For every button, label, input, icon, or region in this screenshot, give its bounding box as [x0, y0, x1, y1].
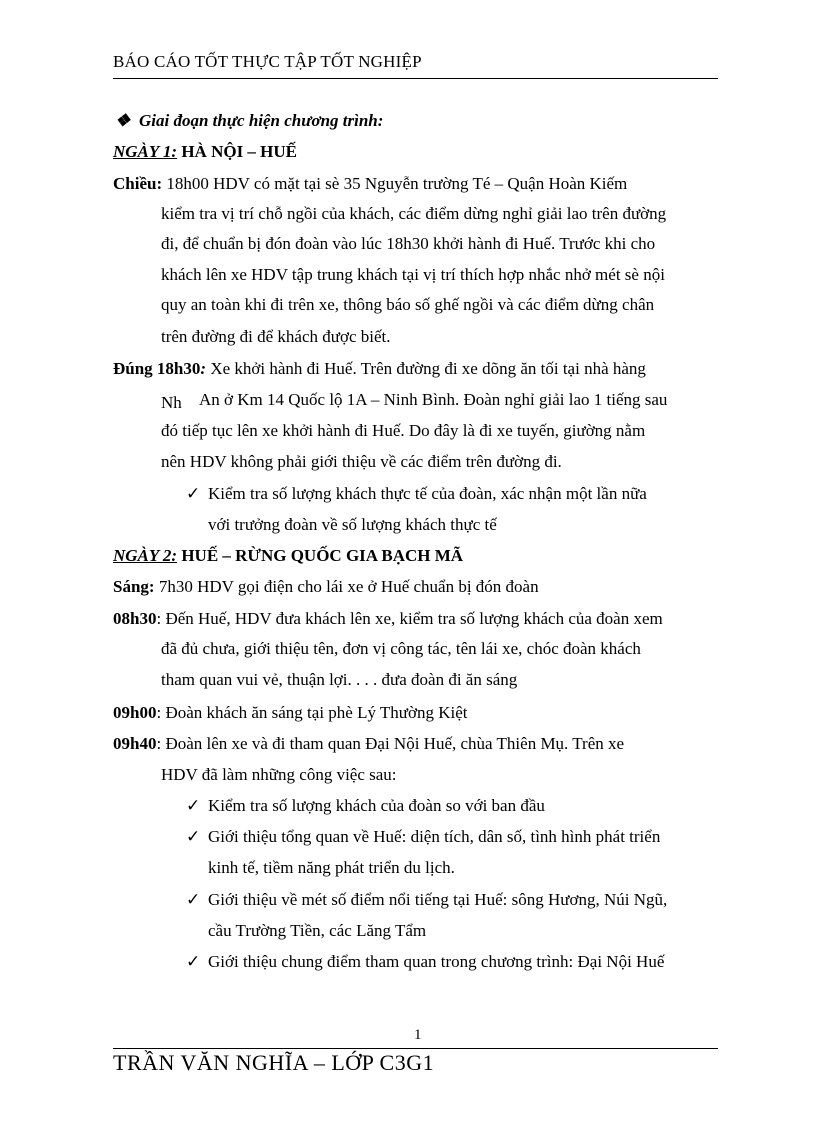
- t0830-line-1: đã đủ chưa, giới thiệu tên, đơn vị công tác, tên lái xe, chóc đoàn khách: [161, 639, 641, 658]
- t0940-line-0: [113, 733, 624, 755]
- t0830-line-2: tham quan vui vẻ, thuận lợi. . . . đưa đoàn đi ăn sáng: [161, 670, 518, 689]
- t0900-text: : Đoàn khách ăn sáng tại phè Lý Thường Kiệt: [156, 703, 468, 722]
- page-number: 1: [414, 1027, 422, 1043]
- check-icon: ✓: [186, 952, 201, 971]
- t0900-label: 09h00: [113, 703, 157, 722]
- t0940-line-1: HDV đã làm những công việc sau:: [161, 765, 397, 784]
- sang-label: Sáng:: [113, 577, 155, 596]
- chieu-label: Chiều:: [113, 174, 163, 193]
- nh-fragment: Nh: [161, 393, 182, 412]
- sang-line: [113, 576, 539, 598]
- section-title: Giai đoạn thực hiện chương trình:: [139, 111, 384, 130]
- day2-check-text-2: kinh tế, tiềm năng phát triển du lịch.: [208, 858, 455, 877]
- dung-label: Đúng 18h30: [113, 359, 201, 378]
- dung-line-0: [113, 358, 646, 380]
- t0830-line-0: [113, 608, 663, 630]
- dung-text-0: Xe khởi hành đi Huế. Trên đường đi xe dõng ăn tối tại nhà hàng: [210, 359, 646, 378]
- chieu-text-0: 18h00 HDV có mặt tại sè 35 Nguyễn trường Té – Quận Hoàn Kiếm: [166, 174, 628, 193]
- page-header: BÁO CÁO TỐT THỰC TẬP TỐT NGHIỆP: [113, 52, 422, 71]
- t0900-line: [113, 702, 468, 724]
- dung-line-1: An ở Km 14 Quốc lộ 1A – Ninh Bình. Đoàn nghỉ giải lao 1 tiếng sau: [199, 390, 668, 409]
- t0830-label: 08h30: [113, 609, 157, 628]
- t0940-label: 09h40: [113, 734, 157, 753]
- chieu-line-1: kiểm tra vị trí chỗ ngồi của khách, các điểm dừng nghỉ giải lao trên đường: [161, 204, 667, 223]
- day2-title: HUẾ – RỪNG QUỐC GIA BẠCH MÃ: [181, 546, 464, 565]
- chieu-line-4: quy an toàn khi đi trên xe, thông báo số ghế ngồi và các điểm dừng chân: [161, 295, 655, 314]
- day2-heading: [113, 545, 463, 567]
- dung-line-3: nên HDV không phải giới thiệu về các điểm trên đường đi.: [161, 452, 562, 471]
- check-icon: ✓: [186, 484, 201, 503]
- day1-check-item-0: [186, 483, 647, 505]
- chieu-line-0: [113, 173, 627, 195]
- day2-check-text-5: Giới thiệu chung điểm tham quan trong chương trình: Đại Nội Huế: [208, 952, 665, 971]
- day1-check-text-1: với trưởng đoàn về số lượng khách thực tế: [208, 515, 497, 534]
- t0940-text-0: : Đoàn lên xe và đi tham quan Đại Nội Huế, chùa Thiên Mụ. Trên xe: [156, 734, 625, 753]
- chieu-line-5: trên đường đi để khách được biết.: [161, 327, 391, 346]
- day2-check-text-0: Kiểm tra số lượng khách của đoàn so với ban đầu: [208, 796, 545, 815]
- footer-rule: [113, 1048, 718, 1049]
- dung-colon: :: [200, 359, 207, 378]
- day1-check-text-0: Kiểm tra số lượng khách thực tế của đoàn, xác nhận một lần nữa: [208, 484, 647, 503]
- check-icon: ✓: [186, 796, 201, 815]
- day1-heading: [113, 141, 297, 163]
- check-icon: ✓: [186, 890, 201, 909]
- sang-text: 7h30 HDV gọi điện cho lái xe ở Huế chuẩn bị đón đoàn: [158, 577, 539, 596]
- day1-title: HÀ NỘI – HUẾ: [181, 142, 298, 161]
- t0830-text-0: : Đến Huế, HDV đưa khách lên xe, kiểm tra số lượng khách của đoàn xem: [156, 609, 663, 628]
- day1-label: NGÀY 1:: [113, 142, 178, 161]
- day2-check-item-3: [186, 951, 664, 973]
- header-rule: [113, 78, 718, 79]
- day2-label: NGÀY 2:: [113, 546, 178, 565]
- day2-check-item-1: [186, 826, 660, 848]
- day2-check-text-1: Giới thiệu tổng quan về Huế: diện tích, dân số, tình hình phát triển: [208, 827, 661, 846]
- dung-line-2: đó tiếp tục lên xe khởi hành đi Huế. Do đây là đi xe tuyến, giường nằm: [161, 421, 646, 440]
- day2-check-item-0: [186, 795, 545, 817]
- section-title-line: [115, 110, 383, 132]
- page-footer: TRẦN VĂN NGHĨA – LỚP C3G1: [113, 1050, 435, 1075]
- chieu-line-2: đi, để chuẩn bị đón đoàn vào lúc 18h30 khởi hành đi Huế. Trước khi cho: [161, 234, 656, 253]
- diamond-bullet-icon: ❖: [115, 111, 131, 130]
- day2-check-text-4: cầu Trường Tiền, các Lăng Tẩm: [208, 921, 427, 940]
- day2-check-text-3: Giới thiệu về mét số điểm nổi tiếng tại Huế: sông Hương, Núi Ngũ,: [208, 890, 668, 909]
- chieu-line-3: khách lên xe HDV tập trung khách tại vị trí thích hợp nhắc nhở mét sè nội: [161, 265, 665, 284]
- check-icon: ✓: [186, 827, 201, 846]
- day2-check-item-2: [186, 889, 667, 911]
